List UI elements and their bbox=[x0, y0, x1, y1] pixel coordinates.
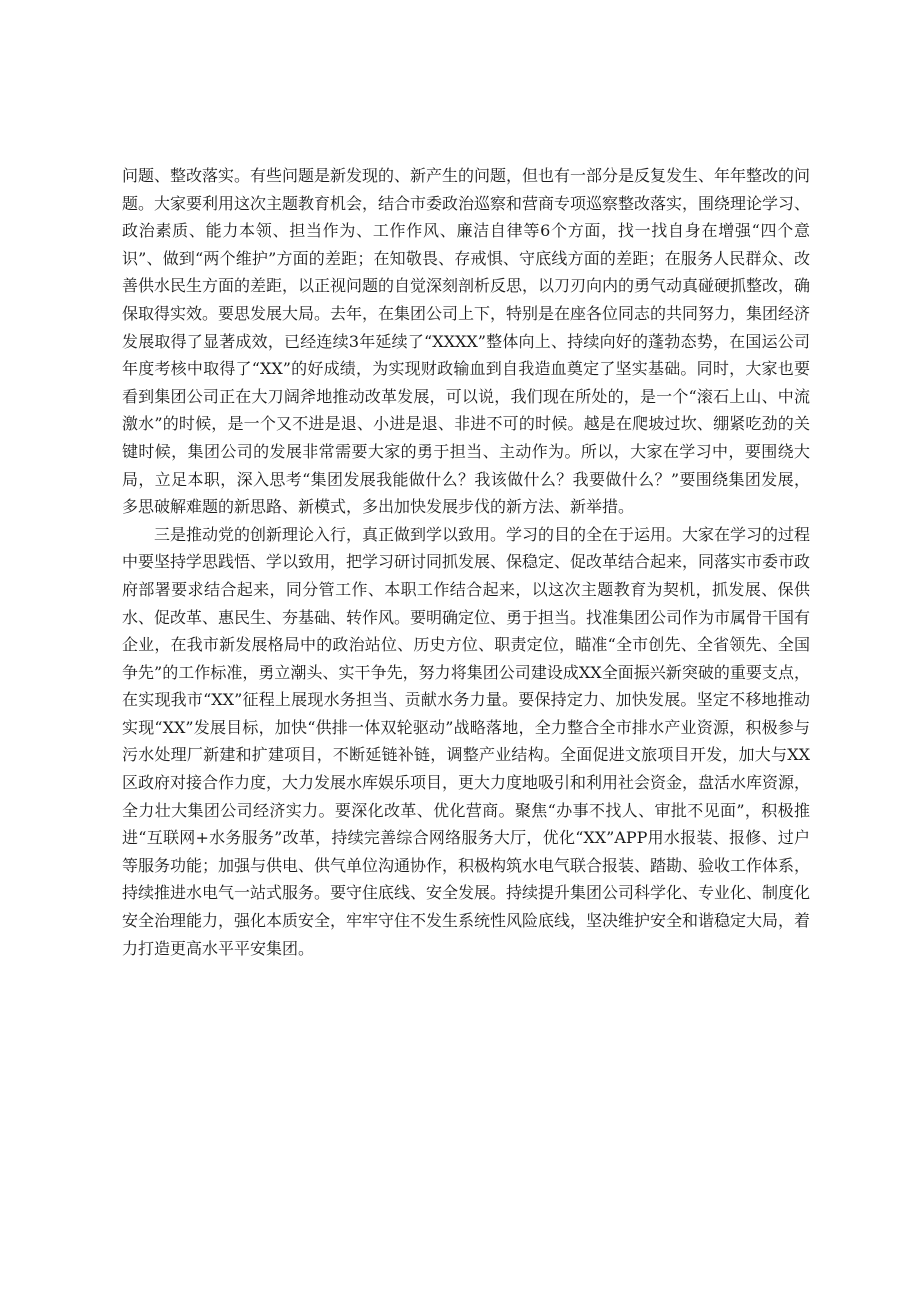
paragraph: 问题、整改落实。有些问题是新发现的、新产生的问题，但也有一部分是反复发生、年年整改的问题。大家要利用这次主题教育机会，结合市委政治巡察和营商专项巡察整改落实，围绕理论学习、政治素质、能力本领、担当作为、工作作风、廉洁自律等6个方面，找一找自身在增强“四个意识”、做到“两个维护”方面的差距；在知敬畏、存戒惧、守底线方面的差距；在服务人民群众、改善供水民生方面的差距，以正视问题的自觉深刻剖析反思，以刀刃向内的勇气动真碰硬抓整改，确保取得实效。要思发展大局。去年，在集团公司上下，特别是在座各位同志的共同努力，集团经济发展取得了显著成效，已经连续3年延续了“XXXX”整体向上、持续向好的蓬勃态势，在国运公司年度考核中取得了“XX”的好成绩，为实现财政输血到自我造血奠定了坚实基础。同时，大家也要看到集团公司正在大刀阔斧地推动改革发展，可以说，我们现在所处的，是一个“滚石上山、中流激水”的时候，是一个又不进是退、小进是退、非进不可的时候。越是在爬坡过坎、绷紧吃劲的关键时候，集团公司的发展非常需要大家的勇于担当、主动作为。所以，大家在学习中，要围绕大局，立足本职，深入思考“集团发展我能做什么？我该做什么？我要做什么？”要围绕集团发展，多思破解难题的新思路、新模式，多出加快发展步伐的新方法、新举措。 bbox=[122, 166, 811, 517]
document-body bbox=[122, 162, 810, 962]
paragraph: 三是推动党的创新理论入行，真正做到学以致用。学习的目的全在于运用。大家在学习的过程中要坚持学思践悟、学以致用，把学习研讨同抓发展、保稳定、促改革结合起来，同落实市委市政府部署要求结合起来，同分管工作、本职工作结合起来，以这次主题教育为契机，抓发展、保供水、促改革、惠民生、夯基础、转作风。要明确定位、勇于担当。找准集团公司作为市属骨干国有企业，在我市新发展格局中的政治站位、历史方位、职责定位，瞄准“全市创先、全省领先、全国争先”的工作标准，勇立潮头、实干争先，努力将集团公司建设成XX全面振兴新突破的重要支点，在实现我市“XX”征程上展现水务担当、贡献水务力量。要保持定力、加快发展。坚定不移地推动实现“XX”发展目标，加快“供排一体双轮驱动”战略落地，全力整合全市排水产业资源，积极参与污水处理厂新建和扩建项目，不断延链补链，调整产业结构。全面促进文旅项目开发，加大与XX区政府对接合作力度，大力发展水库娱乐项目，更大力度地吸引和利用社会资金，盘活水库资源，全力壮大集团公司经济实力。要深化改革、优化营商。聚焦“办事不找人、审批不见面”，积极推进“互联网+水务服务”改革，持续完善综合网络服务大厅，优化“XX”APP用水报装、报修、过户等服务功能；加强与供电、供气单位沟通协作，积极构筑水电气联合报装、踏勘、验收工作体系，持续推进水电气一站式服务。要守住底线、安全发展。持续提升集团公司科学化、专业化、制度化安全治理能力，强化本质安全，牢牢守住不发生系统性风险底线，坚决维护安全和谐稳定大局，着力打造更高水平平安集团。 bbox=[122, 524, 811, 958]
